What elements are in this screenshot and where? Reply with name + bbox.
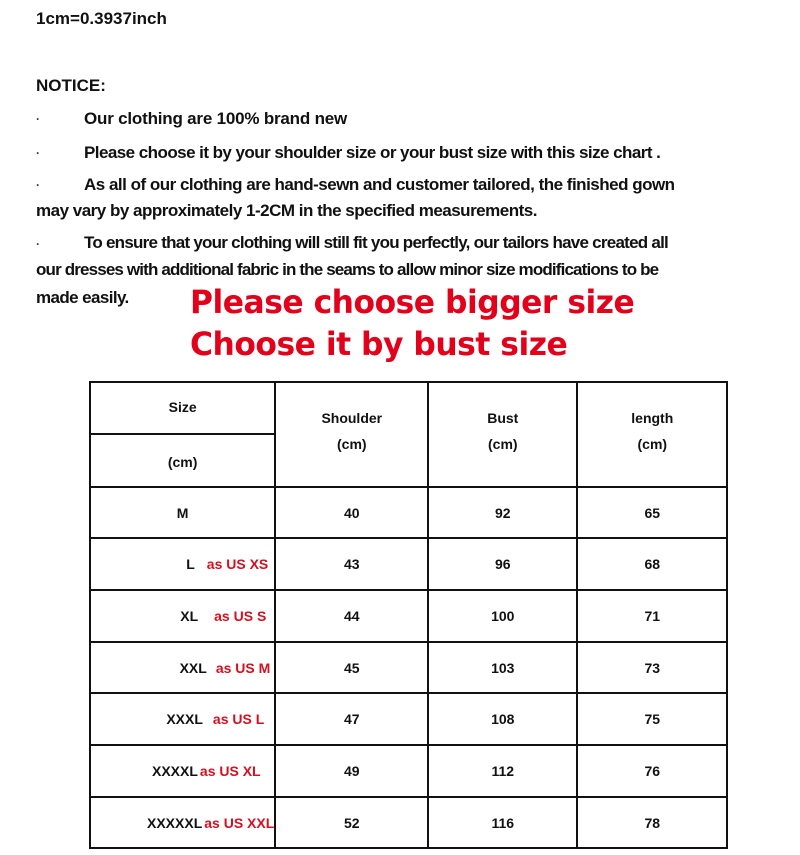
size-label: M xyxy=(176,504,189,521)
header-shoulder-unit: (cm) xyxy=(337,435,367,452)
us-size-equivalent: as US XL xyxy=(199,763,261,779)
size-label: XL xyxy=(180,608,199,624)
bust-cell: 116 xyxy=(428,797,577,848)
header-bust-unit: (cm) xyxy=(488,435,518,452)
header-size-unit-label: (cm) xyxy=(167,453,198,470)
us-size-equivalent: as US XS xyxy=(206,556,269,572)
header-shoulder-label: Shoulder xyxy=(321,409,383,426)
length-cell: 73 xyxy=(577,642,727,693)
header-shoulder xyxy=(275,382,428,487)
callout-choose-by-bust: Choose it by bust size xyxy=(190,325,568,363)
table-row xyxy=(90,642,727,693)
bust-cell: 112 xyxy=(428,745,577,797)
bust-cell: 108 xyxy=(428,693,577,745)
length-cell: 76 xyxy=(577,745,727,797)
size-cell xyxy=(90,590,275,642)
bullet-dot: · xyxy=(36,146,40,160)
notice-item-brand-new: Our clothing are 100% brand new xyxy=(84,109,348,128)
header-bust-label: Bust xyxy=(487,409,519,426)
size-label: XXXL xyxy=(166,711,203,727)
notice-item-choose-by-chart: Please choose it by your shoulder size or your bust size with this size chart . xyxy=(84,143,661,162)
table-row xyxy=(90,590,727,642)
table-row xyxy=(90,538,727,590)
notice-item-fit-line2: our dresses with additional fabric in the seams to allow minor size modifications to be xyxy=(36,260,659,279)
shoulder-cell: 44 xyxy=(275,590,428,642)
header-length-label: length xyxy=(631,409,674,426)
header-size-unit xyxy=(90,434,275,487)
length-cell: 65 xyxy=(577,487,727,538)
shoulder-cell: 43 xyxy=(275,538,428,590)
size-cell xyxy=(90,538,275,590)
shoulder-cell: 52 xyxy=(275,797,428,848)
table-row xyxy=(90,693,727,745)
bullet-dot: · xyxy=(36,237,40,251)
notice-heading: NOTICE: xyxy=(36,76,106,95)
size-cell xyxy=(90,487,275,538)
size-label: XXXXL xyxy=(152,763,198,779)
unit-conversion-note: 1cm=0.3937inch xyxy=(36,9,167,28)
length-cell: 68 xyxy=(577,538,727,590)
size-cell xyxy=(90,745,275,797)
length-cell: 78 xyxy=(577,797,727,848)
length-cell: 75 xyxy=(577,693,727,745)
shoulder-cell: 45 xyxy=(275,642,428,693)
notice-item-fit-line1: To ensure that your clothing will still fit you perfectly, our tailors have created all xyxy=(84,233,669,252)
us-size-equivalent: as US M xyxy=(215,659,271,676)
notice-item-hand-sewn-line1: As all of our clothing are hand-sewn and customer tailored, the finished gown xyxy=(84,175,675,194)
callout-choose-bigger-size: Please choose bigger size xyxy=(190,283,635,321)
header-size xyxy=(90,382,275,434)
bust-cell: 100 xyxy=(428,590,577,642)
bullet-dot: · xyxy=(36,112,40,126)
notice-item-hand-sewn-line2: may vary by approximately 1-2CM in the specified measurements. xyxy=(36,201,537,220)
table-row xyxy=(90,487,727,538)
shoulder-cell: 40 xyxy=(275,487,428,538)
size-label: L xyxy=(186,556,195,572)
bust-cell: 103 xyxy=(428,642,577,693)
shoulder-cell: 49 xyxy=(275,745,428,797)
shoulder-cell: 47 xyxy=(275,693,428,745)
table-row xyxy=(90,745,727,797)
bust-cell: 92 xyxy=(428,487,577,538)
notice-item-fit-line3: made easily. xyxy=(36,288,129,307)
size-label: XXL xyxy=(179,659,207,676)
table-row xyxy=(90,797,727,848)
size-cell xyxy=(90,642,275,693)
header-length xyxy=(577,382,727,487)
bullet-dot: · xyxy=(36,178,40,192)
size-chart-table xyxy=(89,381,728,849)
header-size-label: Size xyxy=(168,399,197,415)
table-header-row xyxy=(90,382,727,434)
size-label: XXXXXL xyxy=(147,814,203,831)
us-size-equivalent: as US S xyxy=(214,608,267,624)
header-length-unit: (cm) xyxy=(637,435,668,452)
size-cell xyxy=(90,797,275,848)
bust-cell: 96 xyxy=(428,538,577,590)
header-bust xyxy=(428,382,577,487)
size-cell xyxy=(90,693,275,745)
length-cell: 71 xyxy=(577,590,727,642)
us-size-equivalent: as US L xyxy=(212,711,265,727)
us-size-equivalent: as US XXL xyxy=(204,814,275,831)
